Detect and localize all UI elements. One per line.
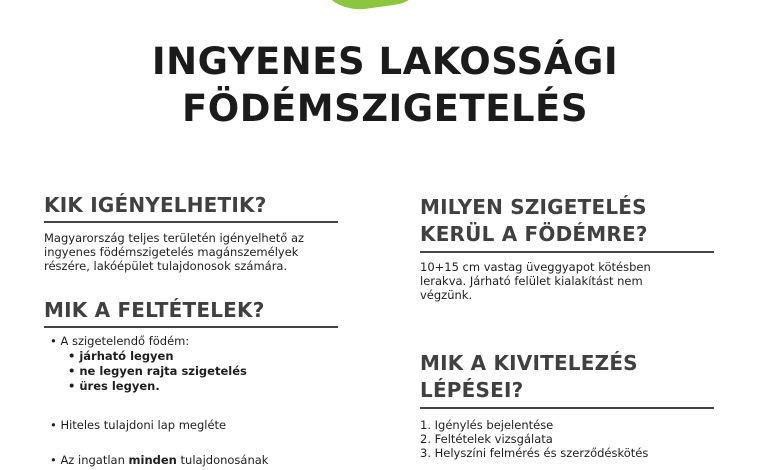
sub-bullet-text: • járható legyen <box>68 349 174 363</box>
bullet-text: tulajdonosának <box>176 453 269 467</box>
green-leaf-decoration <box>312 0 428 15</box>
bullet-bold-text: minden <box>128 453 177 467</box>
bullet-land-registry: • Hiteles tulajdoni lap megléte <box>50 418 227 432</box>
bullet-owners <box>50 453 268 467</box>
sub-bullet-walkable <box>68 349 174 363</box>
heading-conditions: MIK A FELTÉTELEK? <box>44 298 265 322</box>
paragraph-insulation <box>420 260 651 302</box>
sub-bullet-no-insulation <box>68 364 247 378</box>
divider <box>44 326 338 328</box>
steps-list <box>420 418 648 460</box>
sub-bullet-text: • ne legyen rajta szigetelés <box>68 364 247 378</box>
sub-bullet-text: • üres legyen. <box>68 379 160 393</box>
paragraph-line: végzünk. <box>420 288 473 302</box>
divider <box>44 221 338 223</box>
list-item: 3. Helyszíni felmérés és szerződéskötés <box>420 446 649 460</box>
title-line-1: INGYENES LAKOSSÁGI <box>151 40 619 83</box>
heading-insulation-type-2: KERÜL A FÖDÉMRE? <box>420 222 648 246</box>
paragraph-line: részére, lakóépület tulajdonosok számára. <box>44 259 288 273</box>
heading-insulation-type-1: MILYEN SZIGETELÉS <box>420 195 647 219</box>
heading-who-can-apply: KIK IGÉNYELHETIK? <box>44 193 267 217</box>
heading-steps-1: MIK A KIVITELEZÉS <box>420 351 638 375</box>
heading-steps-2: LÉPÉSEI? <box>420 378 524 402</box>
paragraph-line: 10+15 cm vastag üveggyapot kötésben <box>420 260 651 274</box>
page-title <box>0 38 770 132</box>
bullet-floor: • A szigetelendő födém: <box>50 334 190 348</box>
divider <box>420 251 714 253</box>
sub-bullet-empty <box>68 379 160 393</box>
bullet-text: • Az ingatlan <box>50 453 129 467</box>
paragraph-who-can-apply <box>44 231 304 273</box>
list-item: 1. Igénylés bejelentése <box>420 418 554 432</box>
paragraph-line: lerakva. Járható felület kialakítást nem <box>420 274 643 288</box>
divider <box>420 407 714 409</box>
paragraph-line: ingyenes födémszigetelés magánszemélyek <box>44 245 299 259</box>
list-item: 2. Feltételek vizsgálata <box>420 432 553 446</box>
paragraph-line: Magyarország teljes területén igényelhető az <box>44 231 305 245</box>
title-line-2: FÖDÉMSZIGETELÉS <box>182 87 588 130</box>
